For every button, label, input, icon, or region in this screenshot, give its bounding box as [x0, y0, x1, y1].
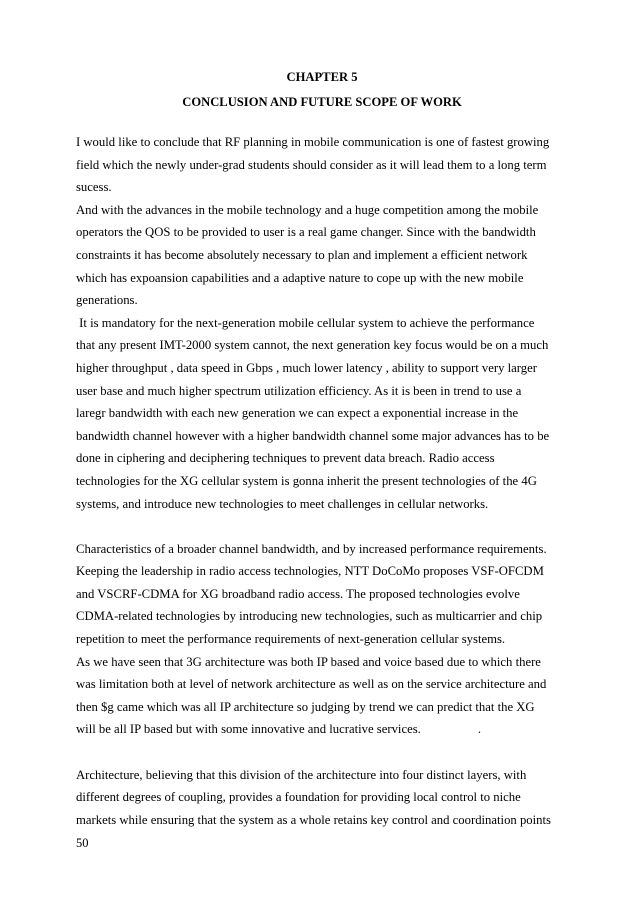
body-line: that any present IMT-2000 system cannot, the next generation key focus would be on a much [76, 338, 549, 353]
body-line: And with the advances in the mobile technology and a huge competition among the mobile [76, 202, 539, 217]
paragraph-break [76, 741, 576, 764]
body-line: was limitation both at level of network architecture as well as on the service architecture and [76, 677, 547, 692]
body-line: done in ciphering and deciphering techniques to prevent data breach. Radio access [76, 451, 495, 466]
body-line: Characteristics of a broader channel bandwidth, and by increased performance requirements. [76, 541, 547, 556]
body-line: operators the QOS to be provided to user is a real game changer. Since with the bandwidth [76, 225, 536, 240]
body-line: laregr bandwidth with each new generation we can expect a exponential increase in the [76, 406, 519, 421]
body-line: systems, and introduce new technologies to meet challenges in cellular networks. [76, 496, 489, 511]
body-line: then $g came which was all IP architecture so judging by trend we can predict that the XG [76, 699, 535, 714]
body-line: which has expoansion capabilities and a adaptive nature to cope up with the new mobile [76, 270, 524, 285]
body-line: I would like to conclude that RF planning in mobile communication is one of fastest growing [76, 135, 550, 149]
body-line: technologies for the XG cellular system is gonna inherit the present technologies of the 4G [76, 473, 537, 488]
body-line: generations. [76, 293, 138, 308]
body-line: different degrees of coupling, provides a foundation for providing local control to niche [76, 790, 521, 805]
body-line: As we have seen that 3G architecture was both IP based and voice based due to which there [76, 654, 541, 669]
body-line: Architecture, believing that this division of the architecture into four distinct layers, with [76, 767, 527, 782]
body-line: markets while ensuring that the system as a whole retains key control and coordination points [76, 812, 551, 827]
body-line: sucess. [76, 180, 112, 195]
chapter-label: CHAPTER 5 [286, 70, 358, 84]
page-number: 50 [76, 836, 89, 850]
paragraph-break [76, 515, 576, 538]
body-line: CDMA-related technologies by introducing new technologies, such as multicarrier and chip [76, 609, 543, 624]
body-line: will be all IP based but with some innovative and lucrative services. . [76, 722, 482, 737]
body-line: bandwidth channel however with a higher bandwidth channel some major advances has to be [76, 428, 550, 443]
body-text [76, 131, 576, 831]
body-line: It is mandatory for the next-generation mobile cellular system to achieve the performance [76, 315, 535, 330]
body-line: constraints it has become absolutely necessary to plan and implement a efficient network [76, 247, 528, 262]
body-line: higher throughput , data speed in Gbps , much lower latency , ability to support very larger [76, 360, 537, 375]
body-line: user base and much higher spectrum utilization efficiency. As it is been in trend to use a [76, 383, 522, 398]
body-line: Keeping the leadership in radio access technologies, NTT DoCoMo proposes VSF-OFCDM [76, 564, 544, 579]
body-line: and VSCRF-CDMA for XG broadband radio access. The proposed technologies evolve [76, 586, 520, 601]
body-line: field which the newly under-grad students should consider as it will lead them to a long term [76, 157, 547, 172]
body-line: repetition to meet the performance requirements of next-generation cellular systems. [76, 632, 506, 647]
chapter-title: CONCLUSION AND FUTURE SCOPE OF WORK [182, 95, 462, 109]
